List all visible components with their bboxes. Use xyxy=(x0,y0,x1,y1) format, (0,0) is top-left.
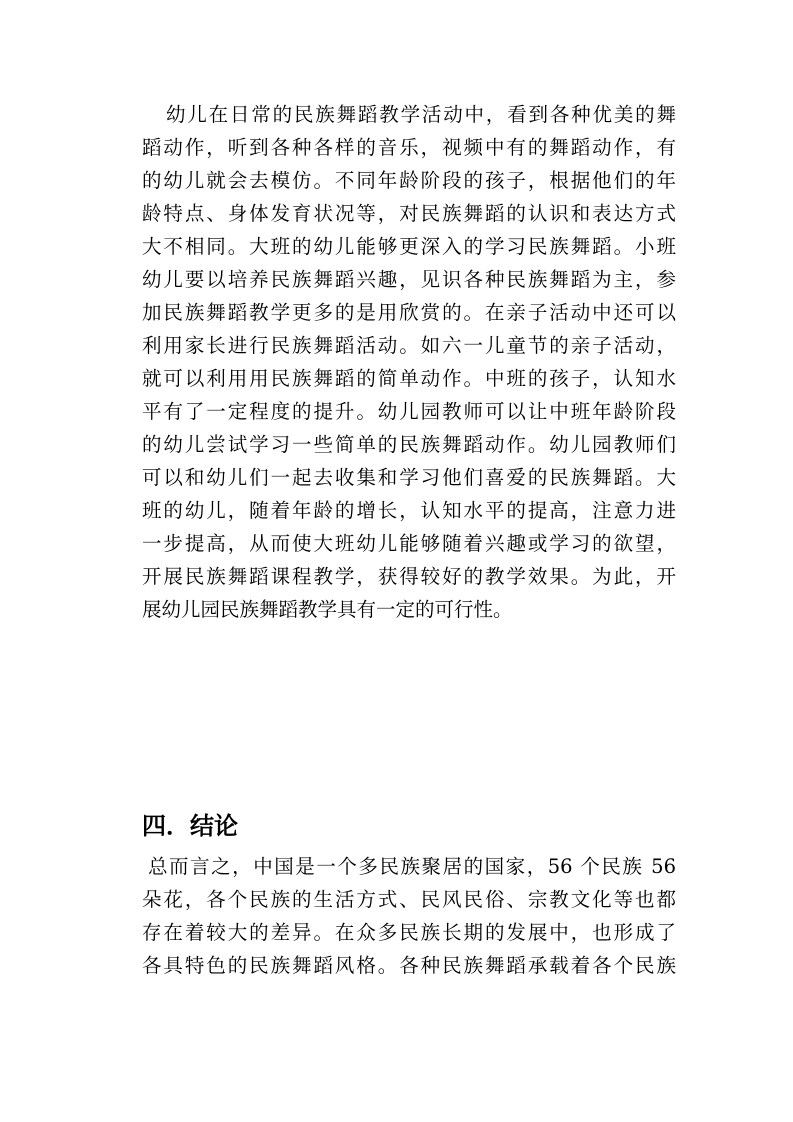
paragraph-line: 存在着较大的差异。在众多民族长期的发展中，也形成了 xyxy=(142,921,676,944)
paragraph-line: 平有了一定程度的提升。幼儿园教师可以让中班年龄阶段 xyxy=(142,400,676,423)
paragraph-line: 的幼儿就会去模仿。不同年龄阶段的孩子，根据他们的年 xyxy=(142,169,676,192)
paragraph-line: 龄特点、身体发育状况等，对民族舞蹈的认识和表达方式 xyxy=(142,202,676,225)
paragraph-line: 一步提高，从而使大班幼儿能够随着兴趣或学习的欲望， xyxy=(142,532,676,555)
paragraph-line: 蹈动作，听到各种各样的音乐，视频中有的舞蹈动作，有 xyxy=(142,136,676,159)
paragraph-line: 的幼儿尝试学习一些简单的民族舞蹈动作。幼儿园教师们 xyxy=(142,433,676,456)
section-heading: 四．结论 xyxy=(142,812,238,840)
paragraph-line: 就可以利用用民族舞蹈的简单动作。中班的孩子，认知水 xyxy=(142,367,676,390)
paragraph-line: 幼儿要以培养民族舞蹈兴趣，见识各种民族舞蹈为主，参 xyxy=(142,268,676,291)
paragraph-line: 朵花，各个民族的生活方式、民风民俗、宗教文化等也都 xyxy=(142,888,676,911)
paragraph-line: 可以和幼儿们一起去收集和学习他们喜爱的民族舞蹈。大 xyxy=(142,466,676,489)
paragraph-line: 各具特色的民族舞蹈风格。各种民族舞蹈承载着各个民族 xyxy=(142,954,676,977)
paragraph-line: 开展民族舞蹈课程教学，获得较好的教学效果。为此，开 xyxy=(142,565,676,588)
body-paragraph-1 xyxy=(142,98,676,626)
paragraph-line: 加民族舞蹈教学更多的是用欣赏的。在亲子活动中还可以 xyxy=(142,301,676,324)
paragraph-line: 总而言之，中国是一个多民族聚居的国家，56 个民族 56 xyxy=(148,855,676,878)
paragraph-line: 幼儿在日常的民族舞蹈教学活动中，看到各种优美的舞 xyxy=(166,103,676,126)
body-paragraph-2 xyxy=(142,850,676,982)
paragraph-line: 展幼儿园民族舞蹈教学具有一定的可行性。 xyxy=(142,598,513,621)
paragraph-line: 利用家长进行民族舞蹈活动。如六一儿童节的亲子活动， xyxy=(142,334,676,357)
paragraph-line: 班的幼儿，随着年龄的增长，认知水平的提高，注意力进 xyxy=(142,499,676,522)
paragraph-line: 大不相同。大班的幼儿能够更深入的学习民族舞蹈。小班 xyxy=(142,235,676,258)
